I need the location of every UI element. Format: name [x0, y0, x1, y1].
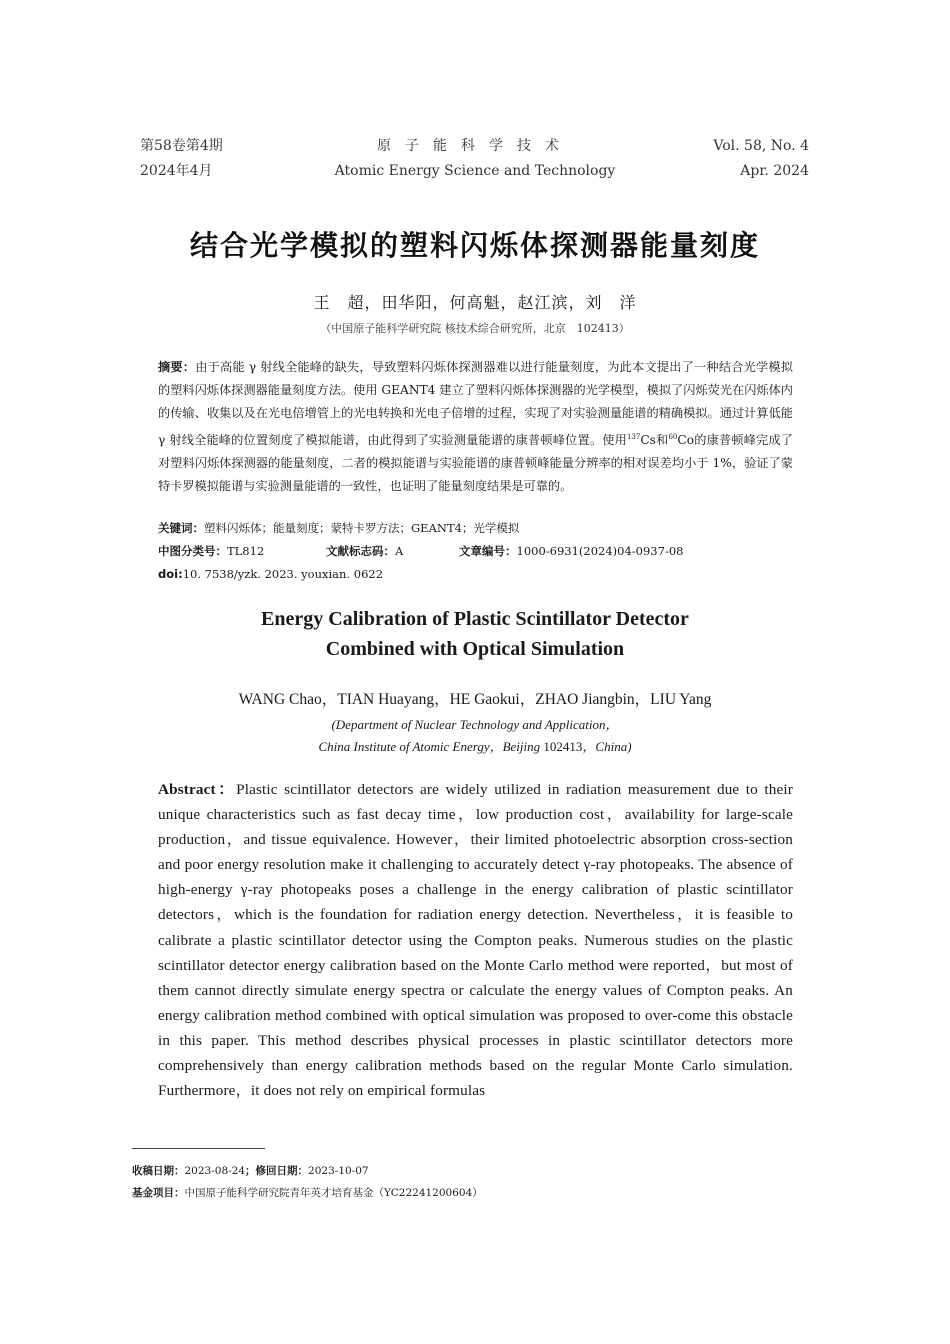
clc-value: TL812: [227, 544, 265, 558]
doc-code-value: A: [395, 544, 404, 558]
clc-label: 中图分类号：: [158, 544, 227, 558]
running-header-right: [713, 134, 809, 184]
doc-code-field: [326, 541, 459, 561]
doc-code-label: 文献标志码：: [326, 544, 395, 558]
received-date-row: [132, 1162, 369, 1180]
funding-row: [132, 1184, 483, 1202]
authors-cn: 王 超，田华阳，何高魁，赵江滨，刘 洋: [313, 293, 637, 312]
volume-issue-en: Vol. 58, No. 4: [713, 138, 809, 154]
keywords-cn: [158, 518, 519, 538]
doi-row: [158, 564, 383, 584]
abstract-cn-label: 摘要：: [158, 360, 196, 374]
title-en: [0, 604, 950, 664]
journal-name-cn: 原子能科学技术: [377, 138, 573, 154]
article-no-field: [459, 541, 683, 561]
fund-text: 中国原子能科学研究院青年英才培育基金（YC22241200604）: [184, 1187, 483, 1199]
abstract-cn-text-1: 由于高能 γ 射线全能峰的缺失，导致塑料闪烁体探测器难以进行能量刻度，为此本文提出了一种结合光学模拟的塑料闪烁体探测器能量刻度方法。使用 GEANT4 建立了塑料闪烁体探测器的光学模型，模拟了闪烁荧光在闪烁体内的传输、收集以及在光电倍增管上的光电转换和光电子倍增的过程，实现了对实验测量能谱的精确模拟。通过计算低能 γ 射线全能峰的位置刻度了模拟能谱，由此得到了实验测量能谱的康普顿峰位置。使用: [158, 360, 793, 447]
revised-label: ；修回日期：: [245, 1165, 309, 1177]
doi-value: 10. 7538/yzk. 2023. youxian. 0622: [182, 567, 384, 581]
received-date: 2023-08-24: [184, 1165, 246, 1177]
abstract-cn-cs: Cs和: [640, 432, 669, 447]
affiliation-cn: （中国原子能科学研究院 核技术综合研究所，北京 102413）: [320, 322, 630, 335]
co-mass-number: 60: [668, 432, 678, 441]
volume-issue-cn: 第58卷第4期: [140, 138, 223, 154]
doi-label: doi:: [158, 567, 183, 581]
cs-mass-number: 137: [626, 432, 641, 441]
title-en-line2: Combined with Optical Simulation: [325, 638, 625, 660]
clc-field: [158, 541, 326, 561]
affiliation-en-institute: China Institute of Atomic Energy，Beijing: [318, 739, 544, 754]
abstract-cn: [158, 356, 793, 498]
classification-row: [158, 541, 683, 561]
affiliation-en-line2: [0, 736, 950, 755]
title-en-line1: Energy Calibration of Plastic Scintillator Detector: [261, 608, 689, 630]
footnote-rule: [132, 1148, 265, 1149]
title-cn: 结合光学模拟的塑料闪烁体探测器能量刻度: [189, 229, 760, 262]
date-cn: 2024年4月: [140, 163, 213, 179]
authors-en: WANG Chao，TIAN Huayang，HE Gaokui，ZHAO Jiangbin，LIU Yang: [238, 691, 712, 708]
running-header-left: [140, 134, 223, 184]
abstract-en: [158, 777, 793, 1103]
received-label: 收稿日期：: [132, 1165, 185, 1177]
revised-date: 2023-10-07: [308, 1165, 369, 1177]
keywords-label: 关键词：: [158, 521, 204, 535]
affiliation-en-line1: (Department of Nuclear Technology and Application，: [331, 717, 619, 732]
fund-label: 基金项目：: [132, 1187, 185, 1199]
journal-name-en: Atomic Energy Science and Technology: [334, 163, 616, 179]
date-en: Apr. 2024: [740, 163, 809, 179]
abstract-en-label: Abstract：: [158, 781, 237, 798]
running-header-center: [250, 134, 700, 184]
abstract-cn-text-2: Co的康普顿峰完成了对塑料闪烁体探测器的能量刻度，二者的模拟能谱与实验能谱的康普顿峰能量分辨率的相对误差均小于 1%，验证了蒙特卡罗模拟能谱与实验测量能谱的一致性，也证明了能量刻度结果是可靠的。: [158, 432, 793, 494]
article-no-label: 文章编号：: [459, 544, 517, 558]
keywords-text: 塑料闪烁体；能量刻度；蒙特卡罗方法；GEANT4；光学模拟: [204, 521, 520, 535]
article-no-value: 1000-6931(2024)04-0937-08: [516, 544, 684, 558]
abstract-en-text: Plastic scintillator detectors are widely utilized in radiation measurement due to their unique characteristics such as fast decay time，low production cost，availability for large-scale production，and tissue equivalence. However，their limited photoelectric absorption cross-section and poor energy resolution make it challenging to accurately detect γ-ray photopeaks. The absence of high-energy γ-ray photopeaks poses a challenge in the energy calibration of plastic scintillator detectors，which is the foundation for radiation energy detection. Nevertheless，it is feasible to calibrate a plastic scintillator detector using the Compton peaks. Numerous studies on the plastic scintillator detector energy calibration based on the Monte Carlo method were reported，but most of them cannot directly simulate energy spectra or calculate the energy values of Compton peaks. An energy calibration method combined with optical simulation was proposed to over-come this obstacle in this paper. This method describes physical processes in plastic scintillator detectors more comprehensively than energy calibration methods based on the regular Monte Carlo simulation. Furthermore，it does not rely on empirical formulas: [158, 781, 793, 1100]
affiliation-en-postcode: 102413: [543, 739, 583, 754]
affiliation-en-country: ，China): [582, 739, 632, 754]
